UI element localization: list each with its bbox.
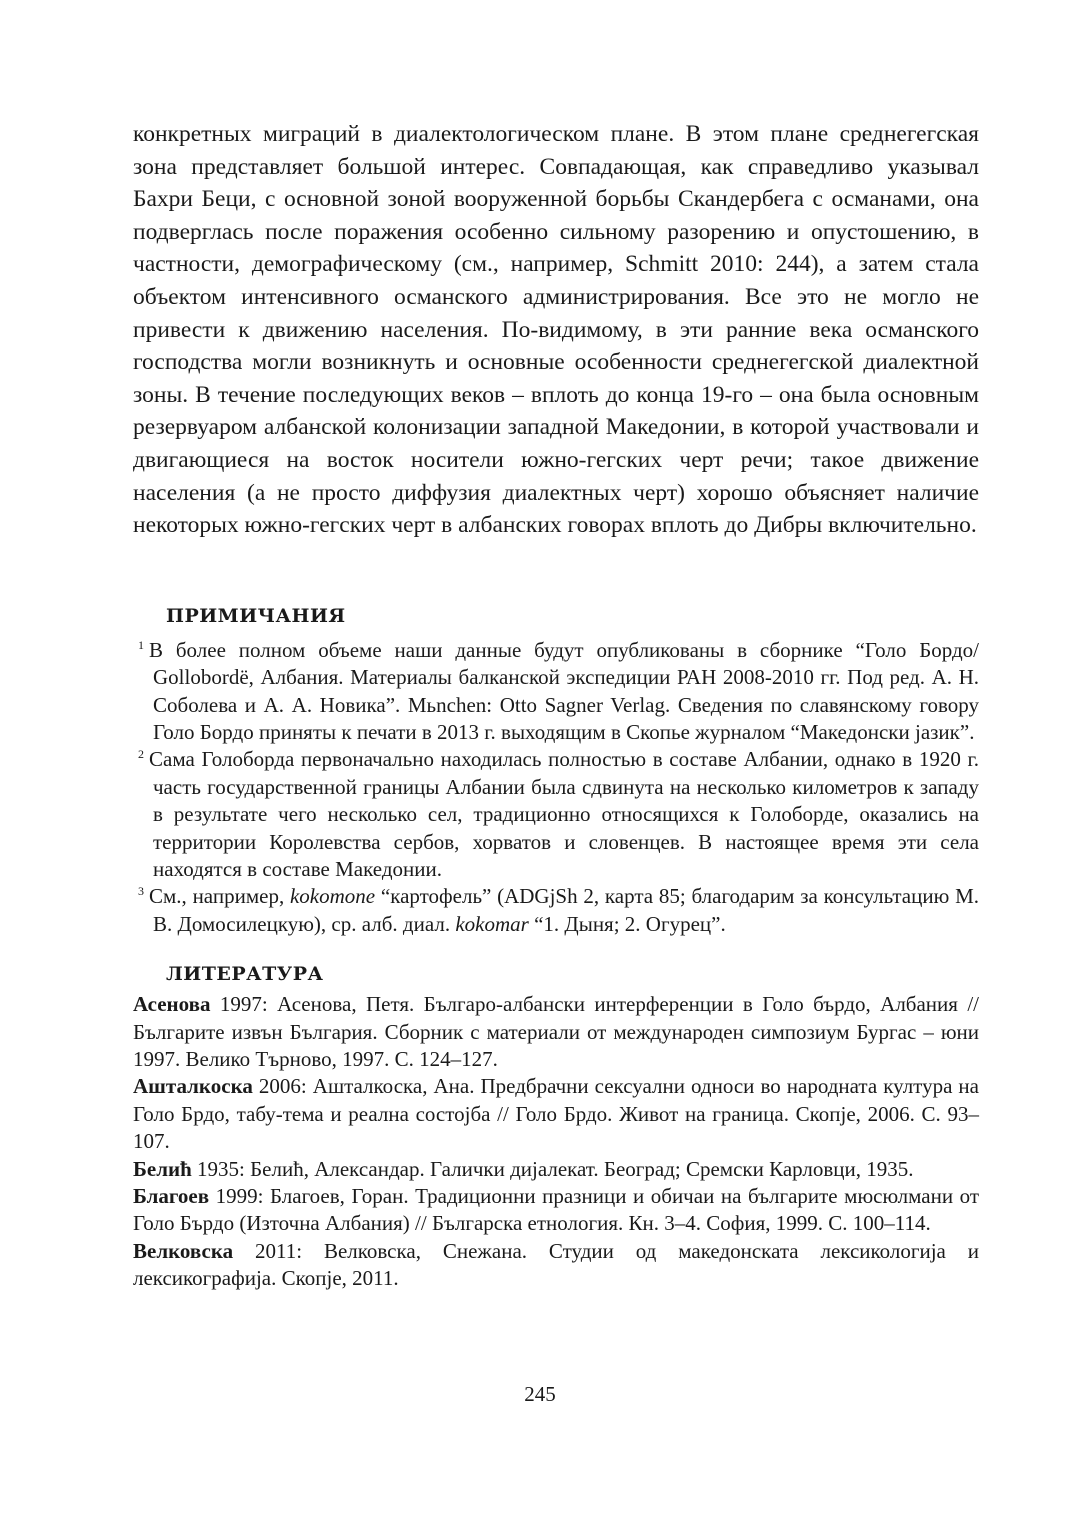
reference-text: 1999: Благоев, Горан. Традиционни празници и обичаи на българите мюсюлмани от Голо Бърдо (Източна Албания) // Българска етнология. Кн. 3–4. София, 1999. С. 100–114. (133, 1184, 979, 1236)
note-2 (133, 746, 979, 883)
note-number: 2 (138, 747, 144, 762)
note-term-kokomar: kokomar (455, 911, 529, 936)
note-text: В более полном объеме наши данные будут опубликованы в сборнике “Голо Бордо/ Gollobordë, Албания. Материалы балканской экспедиции РАН 2008-2010 гг. Под ред. А. Н. Соболева и А. А. Новика”. Mьnchen: Otto Sagner Verlag. Сведения по славянскому говору Голо Бордо приняты к печати в 2013 г. выходящим в Скопье журналом “Македонски јазик”. (149, 637, 979, 744)
reference-item (133, 1156, 979, 1183)
reference-text: 1997: Асенова, Петя. Българо-албански интерференции в Голо бърдо, Албания // Българите извън България. Сборник с материали от международен симпозиум Бургас – юни 1997. Велико Търново, 1997. С. 124–127. (133, 992, 979, 1071)
note-3 (133, 883, 979, 938)
page-content (133, 118, 979, 1293)
reference-item (133, 1238, 979, 1293)
reference-text: 2011: Велковска, Снежана. Студии од македонската лексикологија и лексикографија. Скопје, 2011. (133, 1238, 979, 1291)
reference-author: Асенова (133, 992, 211, 1017)
reference-author: Велковска (133, 1238, 234, 1263)
note-1 (133, 637, 979, 747)
notes-heading: ПРИМИЧАНИЯ (166, 604, 346, 627)
note-term-kokomone: kokomone (289, 884, 376, 909)
reference-author: Белић (133, 1156, 192, 1181)
note-text-mid: “картофель” (ADGjSh 2, карта 85; благодарим за консультацию М. В. Домосилецкую), ср. алб. диал. (153, 884, 979, 936)
notes-list (133, 637, 979, 938)
references-list (133, 991, 979, 1292)
reference-author: Ашталкоска (133, 1074, 253, 1099)
reference-text: 1935: Белић, Александар. Галички дијалекат. Београд; Сремски Карловци, 1935. (191, 1156, 914, 1181)
note-number: 3 (138, 884, 144, 899)
note-text-post: “1. Дыня; 2. Огурец”. (528, 911, 726, 936)
note-number: 1 (138, 637, 144, 652)
main-paragraph: конкретных миграций в диалектологическом плане. В этом плане среднегегская зона представляет большой интерес. Совпадающая, как справедливо указывал Бахри Беци, с основной зоной вооруженной борьбы Скандербега с османами, она подверглась после поражения особенно сильному разорению и опустошению, в частности, демографическому (см., например, Schmitt 2010: 244), а затем стала объектом интенсивного османского администрирования. Все это не могло не привести к движению населения. По-видимому, в эти ранние века османского господства могли возникнуть и основные особенности среднегегской диалектной зоны. В течение последующих веков – вплоть до конца 19-го – она была основным резервуаром албанской колонизации западной Македонии, в которой участвовали и двигающиеся на восток носители южно-гегских черт речи; такое движение населения (а не просто диффузия диалектных черт) хорошо объясняет наличие некоторых южно-гегских черт в албанских говорах вплоть до Дибры включительно. (133, 121, 979, 539)
reference-author: Благоев (133, 1184, 210, 1209)
note-text-pre: См., например, (149, 884, 290, 909)
references-heading: ЛИТЕРАТУРА (166, 963, 324, 986)
reference-item (133, 1183, 979, 1238)
reference-item (133, 1073, 979, 1155)
page-number: 245 (524, 1382, 556, 1406)
reference-text: 2006: Ашталкоска, Ана. Предбрачни сексуални односи во народната култура на Голо Брдо, табу-тема и реална состојба // Голо Брдо. Живот на граница. Скопје, 2006. С. 93–107. (133, 1074, 979, 1154)
reference-item (133, 991, 979, 1073)
note-text: Сама Голоборда первоначально находилась полностью в составе Албании, однако в 1920 г. часть государственной границы Албании была сдвинута на несколько километров к западу в результате чего несколько сел, традиционно относящихся к Голоборде, оказались на территории Королевства сербов, хорватов и словенцев. В настоящее время эти села находятся в составе Македонии. (149, 747, 979, 881)
